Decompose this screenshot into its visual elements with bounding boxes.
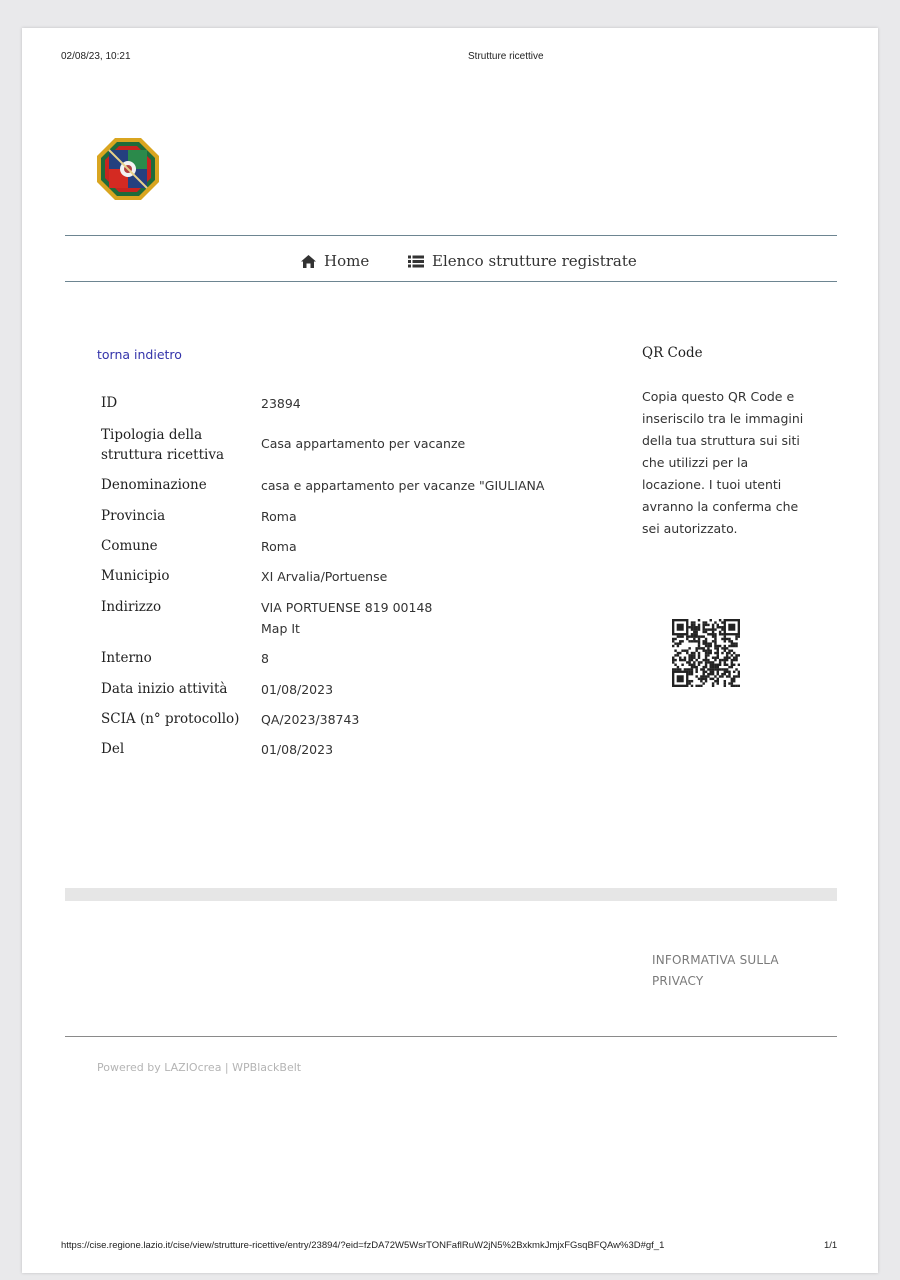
field-label-del: Del (101, 741, 125, 757)
qr-code-image (672, 619, 740, 687)
regione-lazio-logo (95, 136, 161, 202)
field-value-id: 23894 (261, 396, 301, 411)
field-value-tipologia: Casa appartamento per vacanze (261, 436, 466, 451)
footer-rule (65, 1036, 837, 1037)
home-icon (301, 255, 316, 268)
field-label-data-inizio: Data inizio attività (101, 681, 228, 697)
print-datetime: 02/08/23, 10:21 (61, 51, 131, 62)
nav-home[interactable] (301, 252, 369, 270)
nav-top-rule (65, 235, 837, 236)
print-page-number: 1/1 (824, 1240, 838, 1251)
field-label-interno: Interno (101, 650, 152, 666)
field-label-id: ID (101, 395, 118, 411)
field-value-comune: Roma (261, 539, 297, 554)
print-url: https://cise.regione.lazio.it/cise/view/strutture-ricettive/entry/23894/?eid=fzDA72W5WsrTONFaflRuW2jN5%2BxkmkJmjxFGsqBFQAw%3D#gf_1 (61, 1240, 665, 1251)
field-value-provincia: Roma (261, 509, 297, 524)
privacy-link[interactable]: INFORMATIVA SULLA PRIVACY (652, 953, 779, 988)
back-link[interactable]: torna indietro (97, 347, 182, 362)
powered-by: Powered by LAZIOcrea | WPBlackBelt (97, 1061, 302, 1074)
field-label-denominazione: Denominazione (101, 477, 207, 493)
field-label-tipologia: Tipologia della struttura ricettiva (101, 427, 225, 463)
field-value-data-inizio: 01/08/2023 (261, 682, 334, 697)
nav-list-structures[interactable] (408, 252, 637, 270)
field-value-del: 01/08/2023 (261, 742, 334, 757)
print-page-title: Strutture ricettive (468, 51, 544, 62)
field-value-scia: QA/2023/38743 (261, 712, 360, 727)
field-value-interno: 8 (261, 651, 269, 666)
nav-list-label: Elenco strutture registrate (432, 252, 637, 270)
field-value-indirizzo: VIA PORTUENSE 819 00148 (261, 600, 433, 615)
field-label-comune: Comune (101, 538, 158, 554)
field-label-municipio: Municipio (101, 568, 170, 584)
field-value-municipio: XI Arvalia/Portuense (261, 569, 388, 584)
field-value-denominazione: casa e appartamento per vacanze "GIULIANA (261, 478, 545, 493)
qr-title: QR Code (642, 345, 703, 361)
map-it-link[interactable]: Map It (261, 621, 300, 636)
nav-bottom-rule (65, 281, 837, 282)
field-label-provincia: Provincia (101, 508, 166, 524)
nav-home-label: Home (324, 252, 370, 270)
field-label-scia: SCIA (n° protocollo) (101, 711, 240, 727)
footer-grey-bar (65, 888, 837, 901)
list-icon (408, 255, 424, 268)
field-label-indirizzo: Indirizzo (101, 599, 162, 615)
qr-description: Copia questo QR Code e inseriscilo tra le immagini della tua struttura sui siti che utilizzi per la locazione. I tuoi utenti avranno la conferma che sei autorizzato. (642, 389, 804, 536)
